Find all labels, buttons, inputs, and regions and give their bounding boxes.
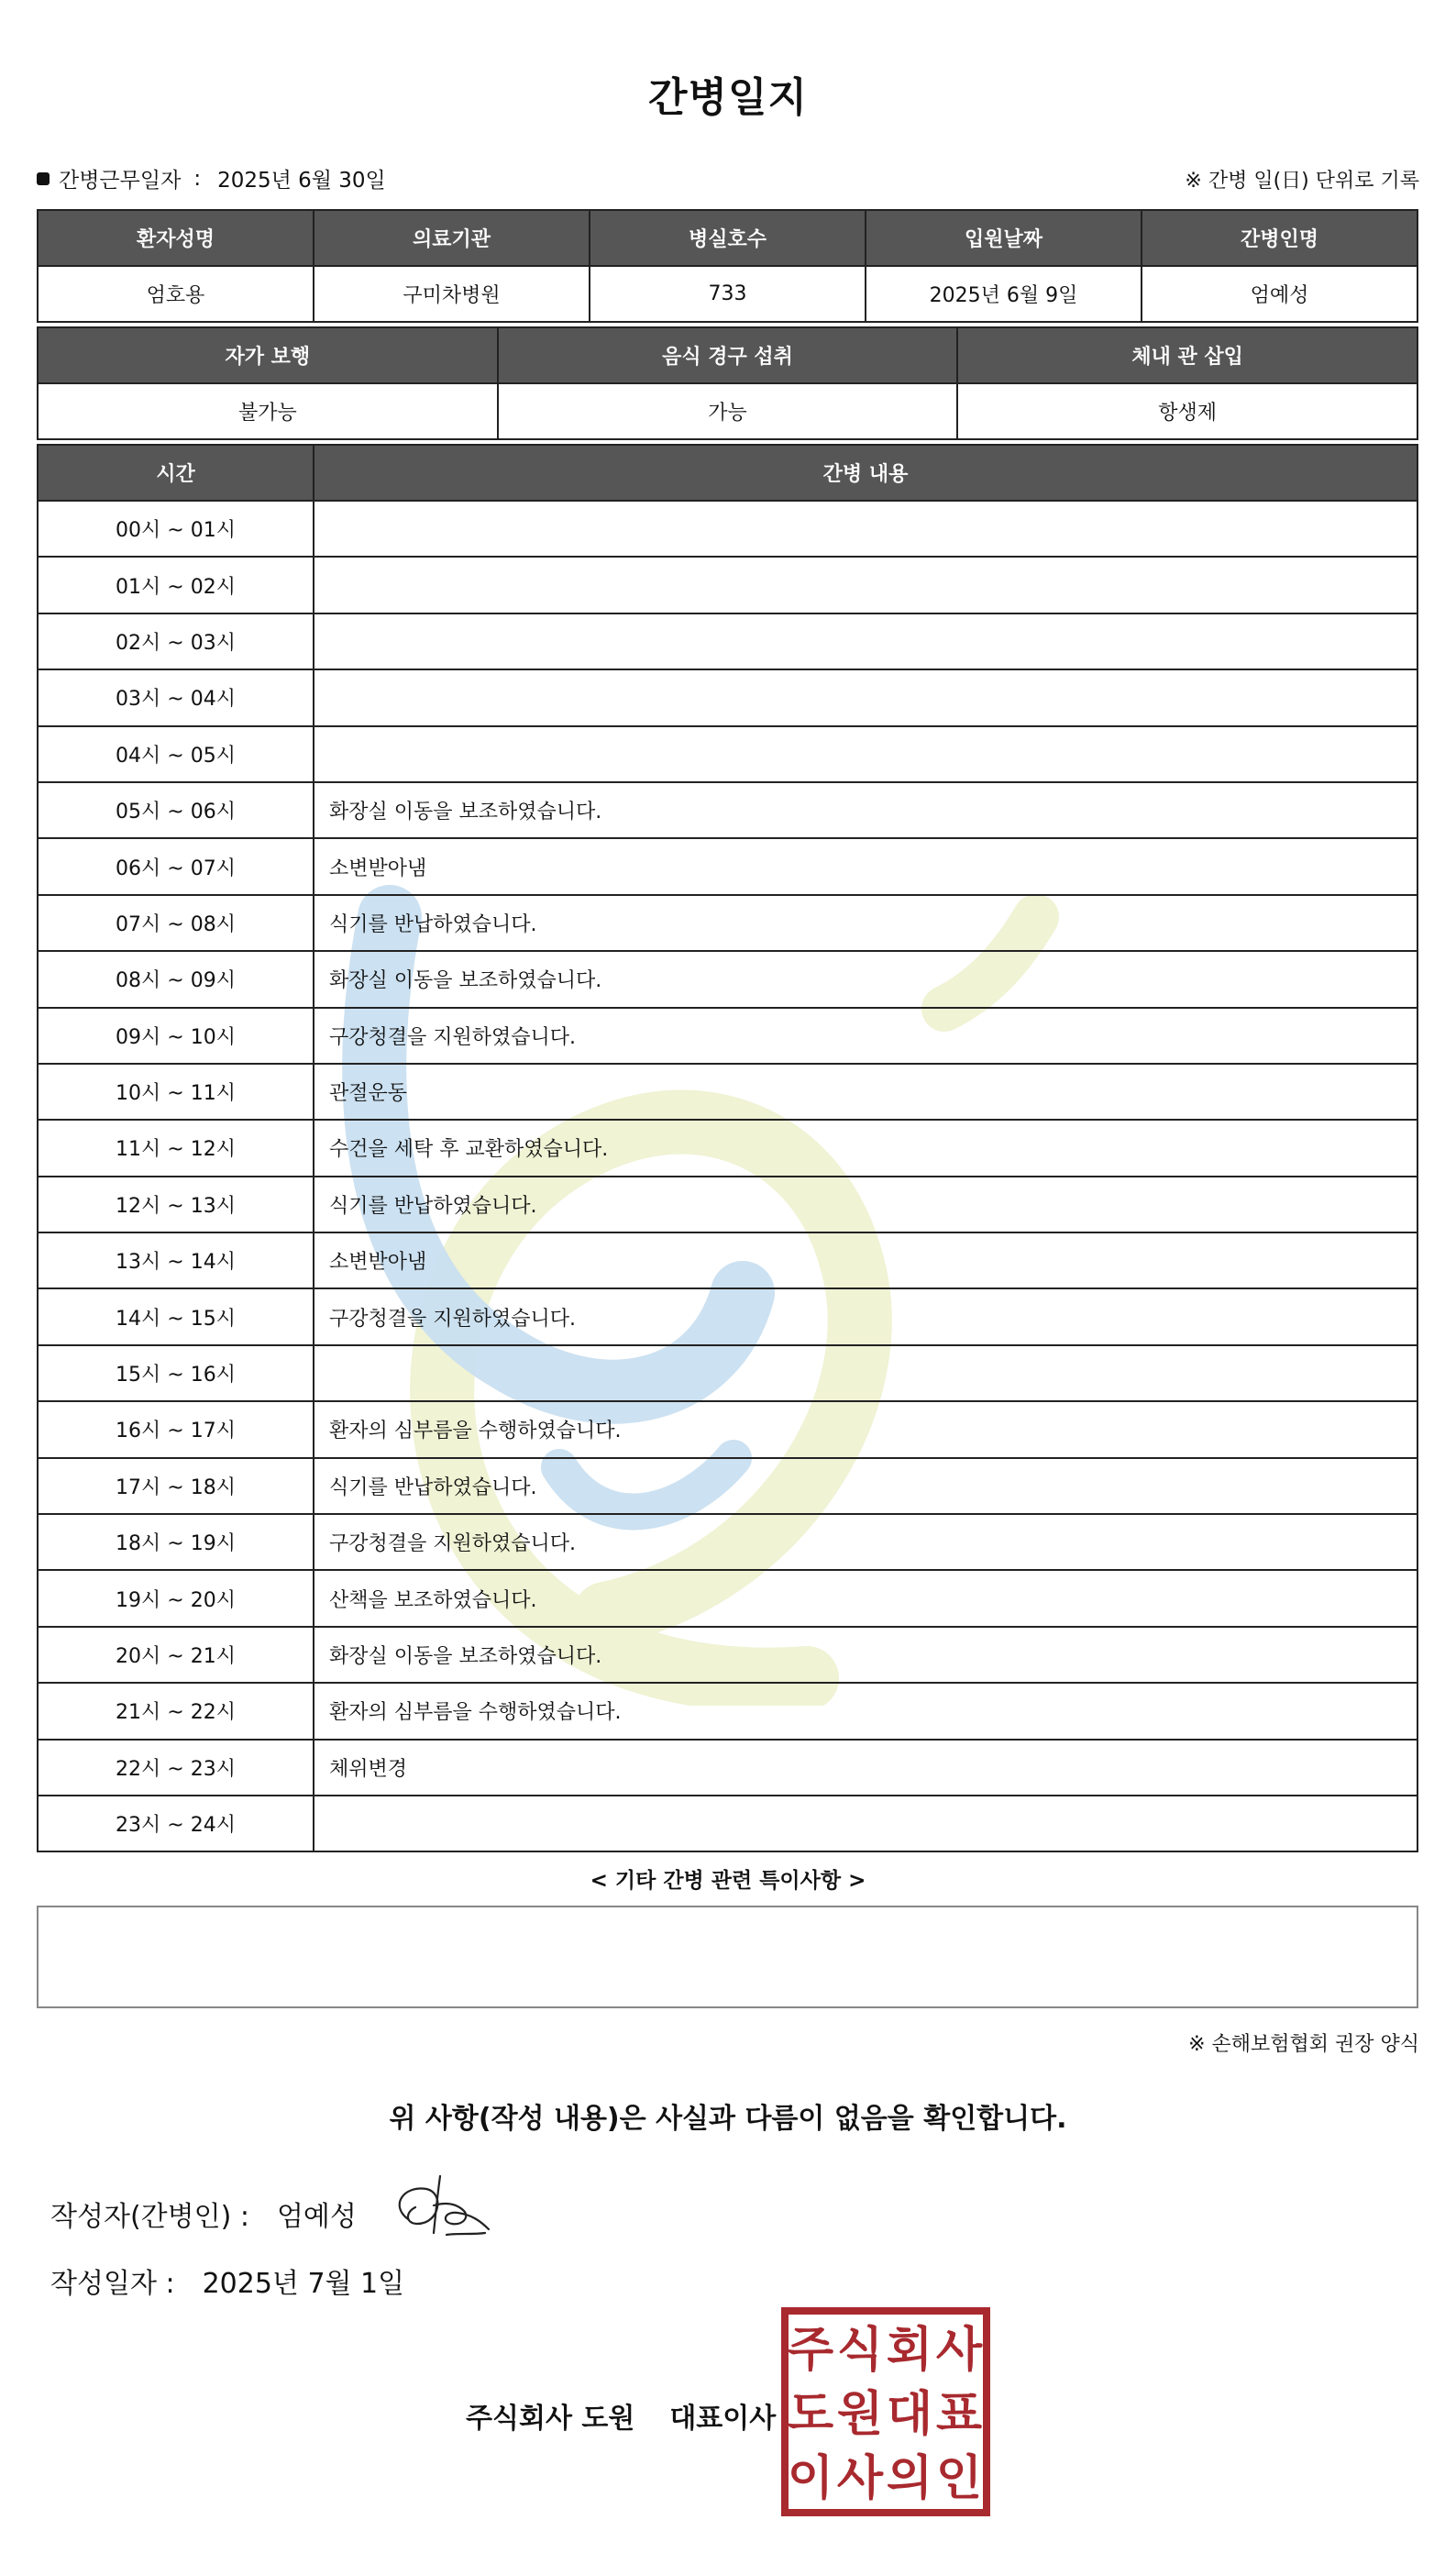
table-header-row — [38, 210, 1417, 266]
seal-character: 대 — [886, 2387, 933, 2442]
written-date-value: 2025년 7월 1일 — [202, 2268, 405, 2300]
header-self-walking: 자가 보행 — [38, 327, 498, 383]
table-row — [38, 613, 1417, 669]
seal-character: 의 — [886, 2451, 933, 2506]
seal-character: 사 — [836, 2451, 884, 2506]
table-row — [38, 1345, 1417, 1401]
confirmation-statement: 위 사항(작성 내용)은 사실과 다름이 없음을 확인합니다. — [389, 2103, 1067, 2135]
time-slot: 16시 ~ 17시 — [38, 1401, 314, 1457]
company-name: 주식회사 도원 — [466, 2403, 635, 2435]
writer-label: 작성자(간병인) : — [50, 2201, 249, 2233]
care-content: 소변받아냄 — [314, 838, 1417, 894]
time-slot: 08시 ~ 09시 — [38, 951, 314, 1007]
table-row — [38, 782, 1417, 838]
header-caregiver: 간병인명 — [1142, 210, 1417, 266]
table-row — [38, 1570, 1417, 1626]
table-row — [38, 501, 1417, 557]
table-row — [38, 1458, 1417, 1514]
seal-character: 이 — [787, 2451, 834, 2506]
header-patient-name: 환자성명 — [38, 210, 314, 266]
time-slot: 04시 ~ 05시 — [38, 726, 314, 782]
work-date — [37, 163, 386, 193]
time-slot: 22시 ~ 23시 — [38, 1740, 314, 1796]
time-slot: 09시 ~ 10시 — [38, 1008, 314, 1064]
care-content — [314, 1796, 1417, 1851]
seal-character: 회 — [886, 2323, 933, 2378]
care-content — [314, 669, 1417, 725]
care-content — [314, 501, 1417, 557]
seal-character: 인 — [935, 2451, 983, 2506]
time-slot: 00시 ~ 01시 — [38, 501, 314, 557]
care-content: 구강청결을 지원하였습니다. — [314, 1288, 1417, 1344]
patient-status-table — [37, 326, 1418, 440]
bullet-icon — [37, 172, 50, 185]
table-row — [38, 1514, 1417, 1570]
document-title: 간병일지 — [647, 74, 808, 121]
written-date-label: 작성일자 : — [50, 2268, 175, 2300]
table-row — [38, 1064, 1417, 1120]
time-slot: 07시 ~ 08시 — [38, 895, 314, 951]
table-row — [38, 1740, 1417, 1796]
seal-character: 사 — [935, 2323, 983, 2378]
table-row — [38, 895, 1417, 951]
table-row — [38, 383, 1417, 439]
company-line — [466, 2395, 776, 2436]
notes-box — [37, 1906, 1418, 2008]
care-content: 식기를 반납하였습니다. — [314, 1458, 1417, 1514]
time-slot: 11시 ~ 12시 — [38, 1120, 314, 1176]
table-header-row — [38, 445, 1417, 501]
work-date-value: 2025년 6월 30일 — [217, 169, 386, 193]
table-row — [38, 266, 1417, 322]
seal-character: 주 — [787, 2323, 834, 2378]
seal-character: 식 — [836, 2323, 884, 2378]
table-row — [38, 669, 1417, 725]
seal-character: 표 — [935, 2387, 983, 2442]
unit-note: ※ 간병 일(日) 단위로 기록 — [1185, 170, 1419, 193]
care-content: 구강청결을 지원하였습니다. — [314, 1514, 1417, 1570]
table-row — [38, 838, 1417, 894]
ceo-title: 대표이사 — [669, 2403, 777, 2435]
time-slot: 03시 ~ 04시 — [38, 669, 314, 725]
table-row — [38, 1796, 1417, 1851]
header-tube-insertion: 체내 관 삽입 — [957, 327, 1417, 383]
admission-date: 2025년 6월 9일 — [866, 266, 1142, 322]
care-content: 화장실 이동을 보조하였습니다. — [314, 1627, 1417, 1683]
care-content: 식기를 반납하였습니다. — [314, 895, 1417, 951]
patient-info-table — [37, 209, 1418, 323]
header-hospital: 의료기관 — [314, 210, 590, 266]
table-row — [38, 1288, 1417, 1344]
written-date-line — [50, 2260, 404, 2301]
signature — [390, 2169, 491, 2242]
time-slot: 21시 ~ 22시 — [38, 1683, 314, 1739]
care-content: 구강청결을 지원하였습니다. — [314, 1008, 1417, 1064]
care-content — [314, 557, 1417, 613]
time-slot: 23시 ~ 24시 — [38, 1796, 314, 1851]
table-row — [38, 1401, 1417, 1457]
header-care-content: 간병 내용 — [314, 445, 1417, 501]
notes-section-title: < 기타 간병 관련 특이사항 > — [590, 1869, 866, 1893]
time-slot: 14시 ~ 15시 — [38, 1288, 314, 1344]
time-slot: 12시 ~ 13시 — [38, 1177, 314, 1232]
table-row — [38, 1177, 1417, 1232]
care-content — [314, 613, 1417, 669]
care-content: 환자의 심부름을 수행하였습니다. — [314, 1401, 1417, 1457]
writer-name: 엄예성 — [276, 2201, 357, 2233]
table-row — [38, 1120, 1417, 1176]
care-content — [314, 726, 1417, 782]
care-content: 화장실 이동을 보조하였습니다. — [314, 951, 1417, 1007]
patient-name: 엄호용 — [38, 266, 314, 322]
care-content: 수건을 세탁 후 교환하였습니다. — [314, 1120, 1417, 1176]
table-row — [38, 1627, 1417, 1683]
seal-character: 원 — [836, 2387, 884, 2442]
caregiver-name: 엄예성 — [1142, 266, 1417, 322]
header-room: 병실호수 — [590, 210, 866, 266]
time-slot: 01시 ~ 02시 — [38, 557, 314, 613]
hospital: 구미차병원 — [314, 266, 590, 322]
time-slot: 17시 ~ 18시 — [38, 1458, 314, 1514]
header-time: 시간 — [38, 445, 314, 501]
care-content: 관절운동 — [314, 1064, 1417, 1120]
self-walking: 불가능 — [38, 383, 498, 439]
time-slot: 15시 ~ 16시 — [38, 1345, 314, 1401]
care-content: 식기를 반납하였습니다. — [314, 1177, 1417, 1232]
oral-intake: 가능 — [498, 383, 958, 439]
tube-insertion: 항생제 — [957, 383, 1417, 439]
header-oral-intake: 음식 경구 섭취 — [498, 327, 958, 383]
time-slot: 18시 ~ 19시 — [38, 1514, 314, 1570]
table-row — [38, 1232, 1417, 1288]
care-content — [314, 1345, 1417, 1401]
time-slot: 05시 ~ 06시 — [38, 782, 314, 838]
care-content: 체위변경 — [314, 1740, 1417, 1796]
header-admission-date: 입원날짜 — [866, 210, 1142, 266]
care-content: 환자의 심부름을 수행하였습니다. — [314, 1683, 1417, 1739]
time-slot: 02시 ~ 03시 — [38, 613, 314, 669]
care-content: 소변받아냄 — [314, 1232, 1417, 1288]
table-row — [38, 1008, 1417, 1064]
table-row — [38, 557, 1417, 613]
time-slot: 13시 ~ 14시 — [38, 1232, 314, 1288]
time-slot: 06시 ~ 07시 — [38, 838, 314, 894]
writer-line — [50, 2194, 357, 2234]
care-log-table — [37, 444, 1418, 1852]
time-slot: 19시 ~ 20시 — [38, 1570, 314, 1626]
company-seal — [781, 2307, 990, 2516]
table-row — [38, 726, 1417, 782]
seal-character: 도 — [787, 2387, 834, 2442]
table-header-row — [38, 327, 1417, 383]
work-date-separator: : — [193, 166, 202, 191]
care-content: 화장실 이동을 보조하였습니다. — [314, 782, 1417, 838]
room-number: 733 — [590, 266, 866, 322]
time-slot: 10시 ~ 11시 — [38, 1064, 314, 1120]
time-slot: 20시 ~ 21시 — [38, 1627, 314, 1683]
table-row — [38, 951, 1417, 1007]
table-row — [38, 1683, 1417, 1739]
work-date-label: 간병근무일자 — [59, 169, 182, 193]
footnote: ※ 손해보험협회 권장 양식 — [1188, 2033, 1419, 2056]
care-content: 산책을 보조하였습니다. — [314, 1570, 1417, 1626]
